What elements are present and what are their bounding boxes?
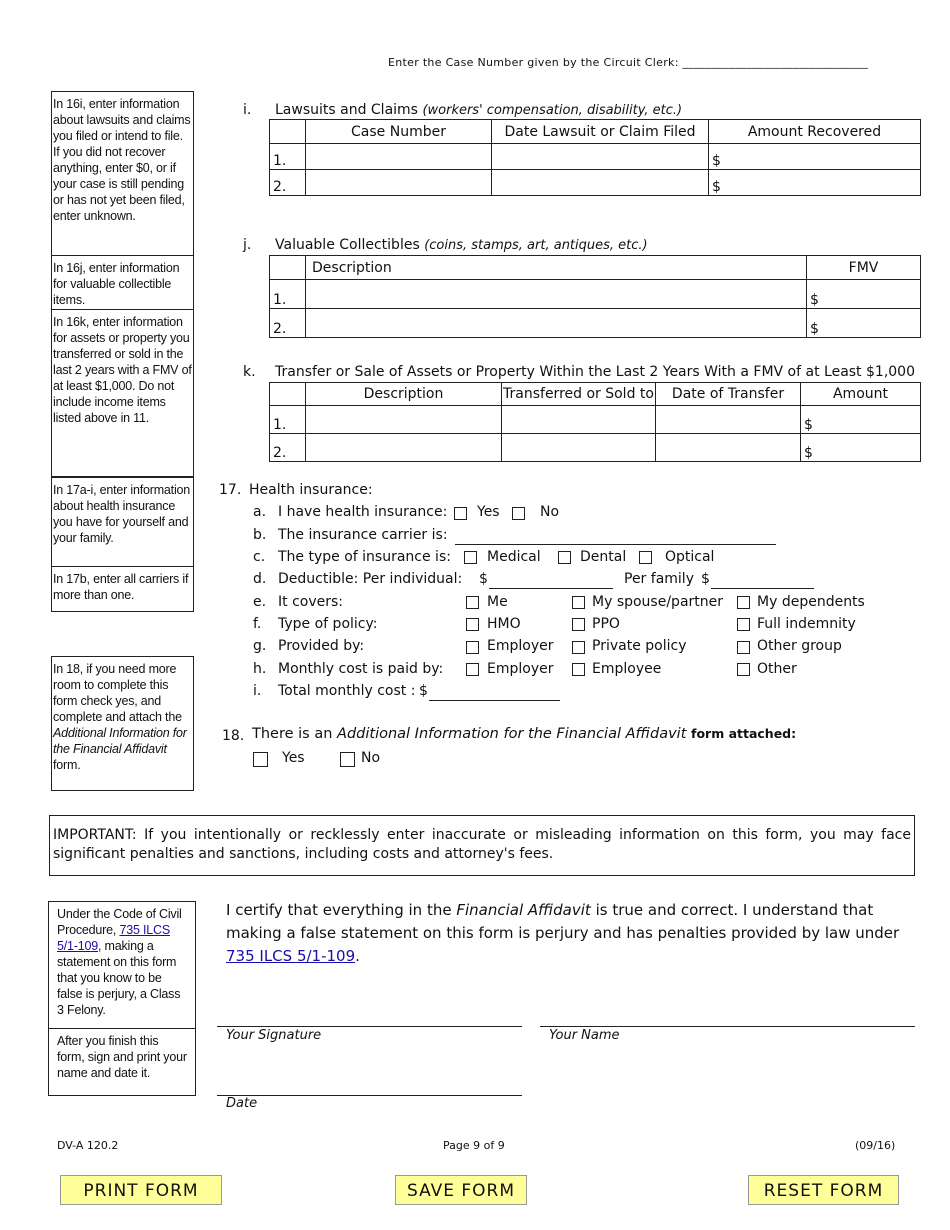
q17a-label: I have health insurance: bbox=[278, 504, 448, 520]
deductible-individual-input[interactable] bbox=[489, 588, 613, 589]
sidebar-notes-16 bbox=[51, 91, 194, 477]
transfers-table bbox=[269, 382, 921, 462]
print-form-button[interactable]: PRINT FORM bbox=[60, 1175, 222, 1205]
q17d-label: Deductible: Per individual: bbox=[278, 571, 463, 587]
col-description: Description bbox=[306, 383, 502, 406]
q17c-label: The type of insurance is: bbox=[278, 549, 451, 565]
description-input[interactable] bbox=[306, 309, 807, 338]
form-revision: (09/16) bbox=[855, 1139, 896, 1152]
section-i-letter: i. bbox=[243, 102, 252, 118]
case-number-label: Enter the Case Number given by the Circuit Clerk: ________________________________ bbox=[388, 56, 869, 69]
table-row: 1. $ bbox=[270, 280, 921, 309]
col-transferred-to: Transferred or Sold to bbox=[502, 383, 656, 406]
q17e-label: It covers: bbox=[278, 594, 343, 610]
q17g-private-checkbox[interactable] bbox=[572, 641, 585, 654]
section-k-title: Transfer or Sale of Assets or Property Within the Last 2 Years With a FMV of at Least $1,000 bbox=[275, 364, 915, 380]
sidebar-notes-17 bbox=[51, 477, 194, 612]
date-label: Date bbox=[226, 1096, 258, 1111]
col-date-transfer: Date of Transfer bbox=[656, 383, 801, 406]
q17g-other-group-checkbox[interactable] bbox=[737, 641, 750, 654]
q17h-other-checkbox[interactable] bbox=[737, 663, 750, 676]
case-number-input[interactable] bbox=[306, 144, 492, 170]
note-16i: In 16i, enter information about lawsuits and claims you filed or intend to file. If you did not recover anything, enter $0, or if your case is still pending or has not yet been filed, enter unknown. bbox=[52, 92, 193, 256]
name-label: Your Name bbox=[549, 1028, 620, 1043]
col-amount: Amount bbox=[801, 383, 921, 406]
q17h-employee-checkbox[interactable] bbox=[572, 663, 585, 676]
total-monthly-cost-input[interactable] bbox=[429, 700, 560, 701]
description-input[interactable] bbox=[306, 406, 502, 434]
name-input[interactable] bbox=[540, 1026, 915, 1027]
q17h-label: Monthly cost is paid by: bbox=[278, 661, 444, 677]
collectibles-table bbox=[269, 255, 921, 338]
q17g-label: Provided by: bbox=[278, 638, 365, 654]
q17i-label: Total monthly cost : bbox=[278, 683, 416, 699]
fmv-input[interactable]: $ bbox=[807, 280, 921, 309]
fmv-input[interactable]: $ bbox=[807, 309, 921, 338]
ilcs-link[interactable]: 735 ILCS 5/1-109 bbox=[57, 923, 170, 953]
note-18: In 18, if you need more room to complete this form check yes, and complete and attach the Additional Information for the Financial Affidavit form. bbox=[53, 662, 187, 772]
note-17a: In 17a-i, enter information about health insurance you have for yourself and your family. bbox=[52, 478, 193, 567]
date-filed-input[interactable] bbox=[492, 144, 709, 170]
q17a-yes-checkbox[interactable] bbox=[454, 507, 467, 520]
q17e-dependents-checkbox[interactable] bbox=[737, 596, 750, 609]
col-amount-recovered: Amount Recovered bbox=[709, 120, 921, 144]
q17c-medical-checkbox[interactable] bbox=[464, 551, 477, 564]
q17a-no-checkbox[interactable] bbox=[512, 507, 525, 520]
q17g-employer-checkbox[interactable] bbox=[466, 641, 479, 654]
table-row: 1. $ bbox=[270, 406, 921, 434]
q17f-indemnity-checkbox[interactable] bbox=[737, 618, 750, 631]
lawsuits-table bbox=[269, 119, 921, 196]
q17f-ppo-checkbox[interactable] bbox=[572, 618, 585, 631]
section-j-letter: j. bbox=[243, 237, 252, 253]
date-input[interactable] bbox=[217, 1095, 522, 1096]
col-date-filed: Date Lawsuit or Claim Filed bbox=[492, 120, 709, 144]
note-17b: In 17b, enter all carriers if more than one. bbox=[53, 572, 189, 602]
amount-input[interactable]: $ bbox=[801, 434, 921, 462]
table-row: 1. $ bbox=[270, 144, 921, 170]
save-form-button[interactable]: SAVE FORM bbox=[395, 1175, 527, 1205]
note-perjury: Under the Code of Civil Procedure, 735 ILCS 5/1-109, making a statement on this form that you know to be false is perjury, a Class 3 Felony. bbox=[49, 902, 195, 1029]
q17-number: 17. bbox=[219, 482, 242, 498]
amount-input[interactable]: $ bbox=[709, 170, 921, 196]
q17b-label: The insurance carrier is: bbox=[278, 527, 448, 543]
reset-form-button[interactable]: RESET FORM bbox=[748, 1175, 899, 1205]
description-input[interactable] bbox=[306, 434, 502, 462]
ilcs-link[interactable]: 735 ILCS 5/1-109 bbox=[226, 947, 356, 965]
q17e-spouse-checkbox[interactable] bbox=[572, 596, 585, 609]
form-id: DV-A 120.2 bbox=[57, 1139, 119, 1152]
section-i-title: Lawsuits and Claims (workers' compensation, disability, etc.) bbox=[275, 102, 683, 118]
note-16k: In 16k, enter information for assets or property you transferred or sold in the last 2 years with a FMV of at least $1,000. Do not include income items listed above in 11. bbox=[53, 315, 192, 425]
case-number-input[interactable] bbox=[306, 170, 492, 196]
page-number: Page 9 of 9 bbox=[443, 1139, 505, 1152]
section-j-title: Valuable Collectibles (coins, stamps, art, antiques, etc.) bbox=[275, 237, 648, 253]
deductible-family-input[interactable] bbox=[711, 588, 814, 589]
q17c-optical-checkbox[interactable] bbox=[639, 551, 652, 564]
q17f-label: Type of policy: bbox=[278, 616, 378, 632]
section-k-letter: k. bbox=[243, 364, 256, 380]
note-16j: In 16j, enter information for valuable collectible items. bbox=[52, 256, 193, 310]
description-input[interactable] bbox=[306, 280, 807, 309]
col-case-number: Case Number bbox=[306, 120, 492, 144]
q17f-hmo-checkbox[interactable] bbox=[466, 618, 479, 631]
amount-input[interactable]: $ bbox=[801, 406, 921, 434]
q17h-employer-checkbox[interactable] bbox=[466, 663, 479, 676]
date-transfer-input[interactable] bbox=[656, 406, 801, 434]
sidebar-notes-18 bbox=[51, 656, 194, 791]
sidebar-notes-cert bbox=[48, 901, 196, 1096]
q17-title: Health insurance: bbox=[249, 482, 373, 498]
signature-label: Your Signature bbox=[226, 1028, 322, 1043]
table-row: 2. $ bbox=[270, 170, 921, 196]
date-filed-input[interactable] bbox=[492, 170, 709, 196]
q18-text: There is an Additional Information for the Financial Affidavit form attached: bbox=[252, 726, 797, 742]
q17e-me-checkbox[interactable] bbox=[466, 596, 479, 609]
date-transfer-input[interactable] bbox=[656, 434, 801, 462]
col-fmv: FMV bbox=[807, 256, 921, 280]
amount-input[interactable]: $ bbox=[709, 144, 921, 170]
q18-no-checkbox[interactable] bbox=[340, 752, 355, 767]
important-notice: IMPORTANT: If you intentionally or recklessly enter inaccurate or misleading information on this form, you may face significant penalties and sanctions, including costs and attorney's fees. bbox=[49, 815, 915, 876]
q17c-dental-checkbox[interactable] bbox=[558, 551, 571, 564]
q18-yes-checkbox[interactable] bbox=[253, 752, 268, 767]
transferred-to-input[interactable] bbox=[502, 406, 656, 434]
note-sign: After you finish this form, sign and print your name and date it. bbox=[57, 1034, 187, 1080]
certify-statement: I certify that everything in the Financial Affidavit is true and correct. I understand that making a false statement on this form is perjury and has penalties provided by law under 735 ILCS 5/1-109. bbox=[226, 901, 900, 965]
insurance-carrier-input[interactable] bbox=[455, 544, 776, 545]
col-description: Description bbox=[306, 256, 807, 280]
table-row: 2. $ bbox=[270, 434, 921, 462]
table-row: 2. $ bbox=[270, 309, 921, 338]
signature-input[interactable] bbox=[217, 1026, 522, 1027]
q18-number: 18. bbox=[222, 728, 245, 744]
transferred-to-input[interactable] bbox=[502, 434, 656, 462]
